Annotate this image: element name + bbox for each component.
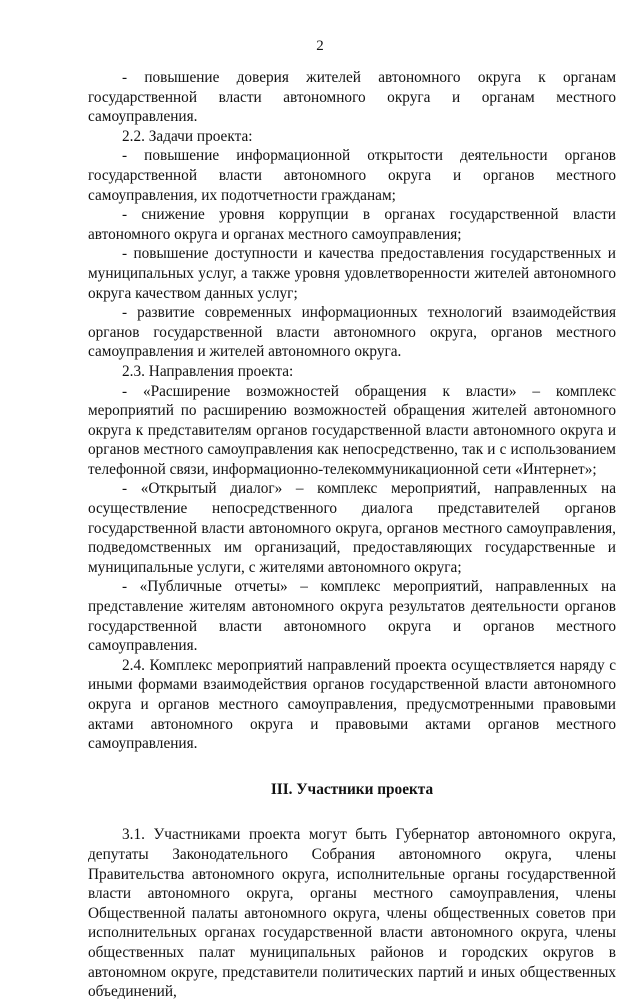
paragraph-task-services: - повышение доступности и качества предоставления государственных и муниципальных услуг, а также уровня удовлетворенности жителей автономного округа качеством данных услуг; (88, 245, 616, 302)
document-body (88, 68, 616, 1002)
paragraph-direction-reports: - «Публичные отчеты» – комплекс мероприятий, направленных на представление жителям автономного округа результатов деятельности органов государственной власти автономного округа и органов местного самоуправления. (88, 578, 616, 655)
paragraph-direction-dialogue: - «Открытый диалог» – комплекс мероприятий, направленных на осуществление непосредственного диалога представителей органов государственной власти автономного округа, органов местного самоуправления, подведомственных им организаций, предоставляющих государственные и муниципальные услуги, с жителями автономного округа; (88, 480, 616, 576)
paragraph-task-corruption: - снижение уровня коррупции в органах государственной власти автономного округа и органах местного самоуправления; (88, 206, 616, 243)
paragraph-task-technologies: - развитие современных информационных технологий взаимодействия органов государственной власти автономного округа, органов местного самоуправления и жителей автономного округа. (88, 304, 616, 361)
paragraph-directions-heading: 2.3. Направления проекта: (122, 362, 294, 380)
page-number: 2 (316, 38, 324, 54)
paragraph-task-openness: - повышение информационной открытости деятельности органов государственной власти автономного округа и органов местного самоуправления, их подотчетности гражданам; (88, 147, 616, 204)
paragraph-goal-trust: - повышение доверия жителей автономного округа к органам государственной власти автономного округа и органам местного самоуправления. (88, 69, 616, 126)
paragraph-complex-measures: 2.4. Комплекс мероприятий направлений проекта осуществляется наряду с иными формами взаимодействия органов государственной власти автономного округа и органов местного самоуправления, предусмотренными правовыми актами автономного округа и правовыми актами органов местного самоуправления. (88, 656, 616, 753)
paragraph-tasks-heading: 2.2. Задачи проекта: (122, 127, 253, 145)
section-heading-participants: III. Участники проекта (270, 780, 434, 798)
paragraph-participants: 3.1. Участниками проекта могут быть Губернатор автономного округа, депутаты Законодательного Собрания автономного округа, члены Правительства автономного округа, исполнительные органы государственной власти автономного округа, органы местного самоуправления, члены Общественной палаты автономного округа, члены общественных советов при исполнительных органах государственной власти автономного округа, члены общественных палат муниципальных районов и городских округов в автономном округе, представители политических партий и иных общественных объединений, (88, 826, 616, 1001)
paragraph-direction-appeals: - «Расширение возможностей обращения к власти» – комплекс мероприятий по расширению возможностей обращения жителей автономного округа к представителям органов государственной власти автономного округа и органов местного самоуправления как непосредственно, так и с использованием телефонной связи, информационно-телекоммуникационной сети «Интернет»; (88, 382, 616, 478)
